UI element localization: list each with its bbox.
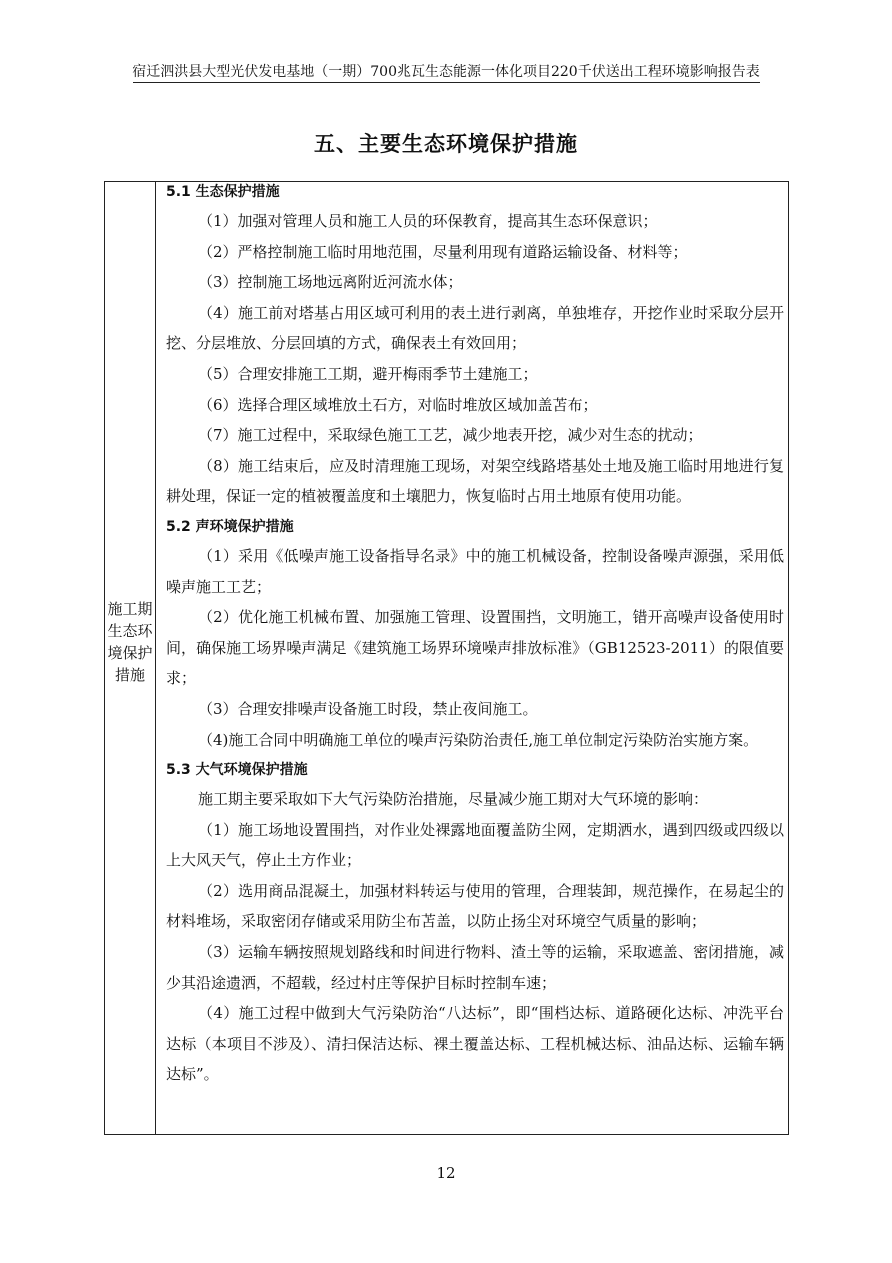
- measure-paragraph: （3）合理安排噪声设备施工时段，禁止夜间施工。: [198, 699, 538, 718]
- section-heading-ecology: 5.1 生态保护措施: [166, 184, 280, 200]
- measure-paragraph: （1）加强对管理人员和施工人员的环保教育，提高其生态环保意识；: [198, 212, 658, 230]
- measure-paragraph: （6）选择合理区域堆放土石方，对临时堆放区域加盖苫布；: [198, 395, 598, 414]
- section-heading-noise: 5.2 声环境保护措施: [166, 518, 294, 535]
- row-label: 施工期生态环境保护措施: [107, 600, 153, 684]
- measure-paragraph: 施工期主要采取如下大气污染防治措施，尽量减少施工期对大气环境的影响：: [198, 790, 709, 809]
- measure-paragraph: （4)施工合同中明确施工单位的噪声污染防治责任,施工单位制定污染防治实施方案。: [198, 730, 759, 749]
- measure-paragraph: （1）施工场地设置围挡，对作业处裸露地面覆盖防尘网，定期洒水，遇到四级或四级以上大风天气，停止土方作业；: [166, 820, 784, 870]
- measure-paragraph: （7）施工过程中，采取绿色施工工艺，减少地表开挖，减少对生态的扰动；: [198, 426, 703, 445]
- measure-paragraph: （8）施工结束后，应及时清理施工现场，对架空线路塔基处土地及施工临时用地进行复耕处理，保证一定的植被覆盖度和土壤肥力，恢复临时占用土地原有使用功能。: [166, 456, 784, 506]
- measures-table: [104, 181, 789, 1135]
- measure-paragraph: （2）选用商品混凝土，加强材料转运与使用的管理，合理装卸，规范操作，在易起尘的材料堆场，采取密闭存储或采用防尘布苫盖，以防止扬尘对环境空气质量的影响；: [166, 881, 784, 931]
- row-label-cell: [105, 182, 156, 1134]
- measure-paragraph: （3）运输车辆按照规划路线和时间进行物料、渣土等的运输，采取遮盖、密闭措施，减少其沿途遗洒，不超载，经过村庄等保护目标时控制车速；: [166, 943, 784, 992]
- measure-paragraph: （3）控制施工场地远离附近河流水体；: [198, 273, 463, 292]
- section-heading-air: 5.3 大气环境保护措施: [166, 762, 308, 779]
- measure-paragraph: （5）合理安排施工工期，避开梅雨季节土建施工；: [198, 364, 538, 383]
- page-number: 12: [436, 1164, 456, 1182]
- page-header-title: 宿迁泗洪县大型光伏发电基地（一期）700兆瓦生态能源一体化项目220千伏送出工程环境影响报告表: [132, 64, 760, 80]
- measure-paragraph: （4）施工过程中做到大气污染防治“八达标”，即“围档达标、道路硬化达标、冲洗平台达标（本项目不涉及）、清扫保洁达标、裸土覆盖达标、工程机械达标、油品达标、运输车辆达标”。: [166, 1004, 784, 1084]
- measure-paragraph: （2）严格控制施工临时用地范围，尽量利用现有道路运输设备、材料等；: [198, 242, 688, 261]
- measure-paragraph: （2）优化施工机械布置、加强施工管理、设置围挡，文明施工，错开高噪声设备使用时间，确保施工场界噪声满足《建筑施工场界环境噪声排放标准》（GB12523-2011）的限值要求；: [166, 608, 784, 688]
- measure-paragraph: （4）施工前对塔基占用区域可利用的表土进行剥离，单独堆存，开挖作业时采取分层开挖、分层堆放、分层回填的方式，确保表土有效回用；: [166, 303, 784, 353]
- measure-paragraph: （1）采用《低噪声施工设备指导名录》中的施工机械设备，控制设备噪声源强，采用低噪声施工工艺；: [166, 546, 784, 596]
- header-divider: [133, 82, 760, 83]
- content-cell: [166, 182, 784, 1090]
- section-title: 五、主要生态环境保护措施: [314, 132, 578, 156]
